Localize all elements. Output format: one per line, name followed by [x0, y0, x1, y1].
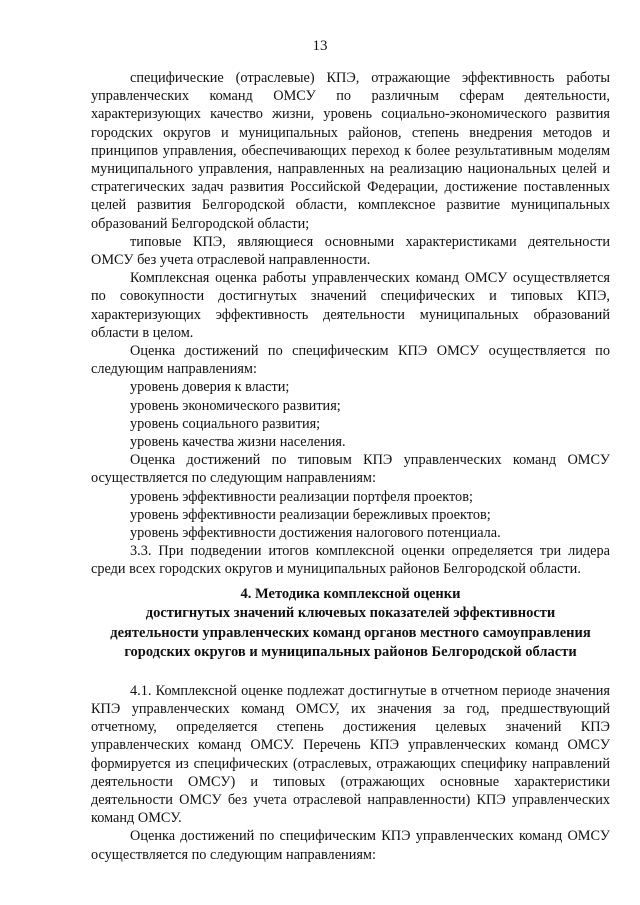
- heading-line: достигнутых значений ключевых показателей эффективности: [145, 605, 556, 622]
- spacer: [91, 663, 610, 682]
- heading-line: деятельности управленческих команд органов местного самоуправления: [110, 624, 591, 641]
- page-number: 13: [312, 38, 328, 54]
- paragraph-specific-team-directions: Оценка достижений по специфическим КПЭ управленческих команд ОМСУ осуществляется по следующим направлениям:: [91, 828, 610, 863]
- heading-line: 4. Методика комплексной оценки: [240, 585, 461, 602]
- paragraph-typical-kpi: типовые КПЭ, являющиеся основными характеристиками деятельности ОМСУ без учета отраслевой направленности.: [91, 233, 610, 269]
- list-item: уровень эффективности реализации бережливых проектов;: [130, 506, 491, 523]
- heading-line: городских округов и муниципальных районов Белгородской области: [124, 644, 577, 661]
- paragraph-specific-directions: Оценка достижений по специфическим КПЭ ОМСУ осуществляется по следующим направлениям:: [91, 343, 610, 378]
- document-body: [91, 69, 610, 864]
- list-item: уровень эффективности достижения налогового потенциала.: [130, 525, 501, 542]
- section-heading: [91, 585, 610, 663]
- paragraph-4-1: 4.1. Комплексной оценке подлежат достигнутые в отчетном периоде значения КПЭ управленческих команд ОМСУ, их значения за год, предшествующий отчетному, определяется степень достижения целевых значений КПЭ управленческих команд ОМСУ. Перечень КПЭ управленческих команд ОМСУ формируется из специфических (отраслевых, отражающих специфику направлений деятельности ОМСУ) и типовых (отражающих основные характеристики деятельности ОМСУ без учета отраслевой направленности) КПЭ управленческих команд ОМСУ.: [91, 682, 610, 827]
- list-item: уровень доверия к власти;: [130, 379, 290, 396]
- paragraph-specific-kpi: специфические (отраслевые) КПЭ, отражающие эффективность работы управленческих команд ОМСУ по различным сферам деятельности, характеризующих качество жизни, уровень социально-экономического развития городских округов и муниципальных районов, степень внедрения методов и принципов управления, обеспечивающих переход к более результативным моделям муниципального управления, направленных на реализацию национальных целей и стратегических задач развития Российской Федерации, достижение поставленных целей развития Белгородской области, комплексное развитие муниципальных образований Белгородской области;: [91, 70, 610, 232]
- list-item: уровень социального развития;: [130, 415, 321, 432]
- list-item: уровень экономического развития;: [130, 397, 341, 414]
- paragraph-complex-assessment: Комплексная оценка работы управленческих команд ОМСУ осуществляется по совокупности достигнутых значений специфических и типовых КПЭ, характеризующих эффективность деятельности муниципальных образований области в целом.: [91, 270, 610, 341]
- paragraph-leaders: 3.3. При подведении итогов комплексной оценки определяется три лидера среди всех городских округов и муниципальных районов Белгородской области.: [91, 543, 610, 578]
- paragraph-typical-directions: Оценка достижений по типовым КПЭ управленческих команд ОМСУ осуществляется по следующим направлениям:: [91, 452, 610, 487]
- list-item: уровень качества жизни населения.: [130, 434, 346, 451]
- list-item: уровень эффективности реализации портфеля проектов;: [130, 488, 473, 505]
